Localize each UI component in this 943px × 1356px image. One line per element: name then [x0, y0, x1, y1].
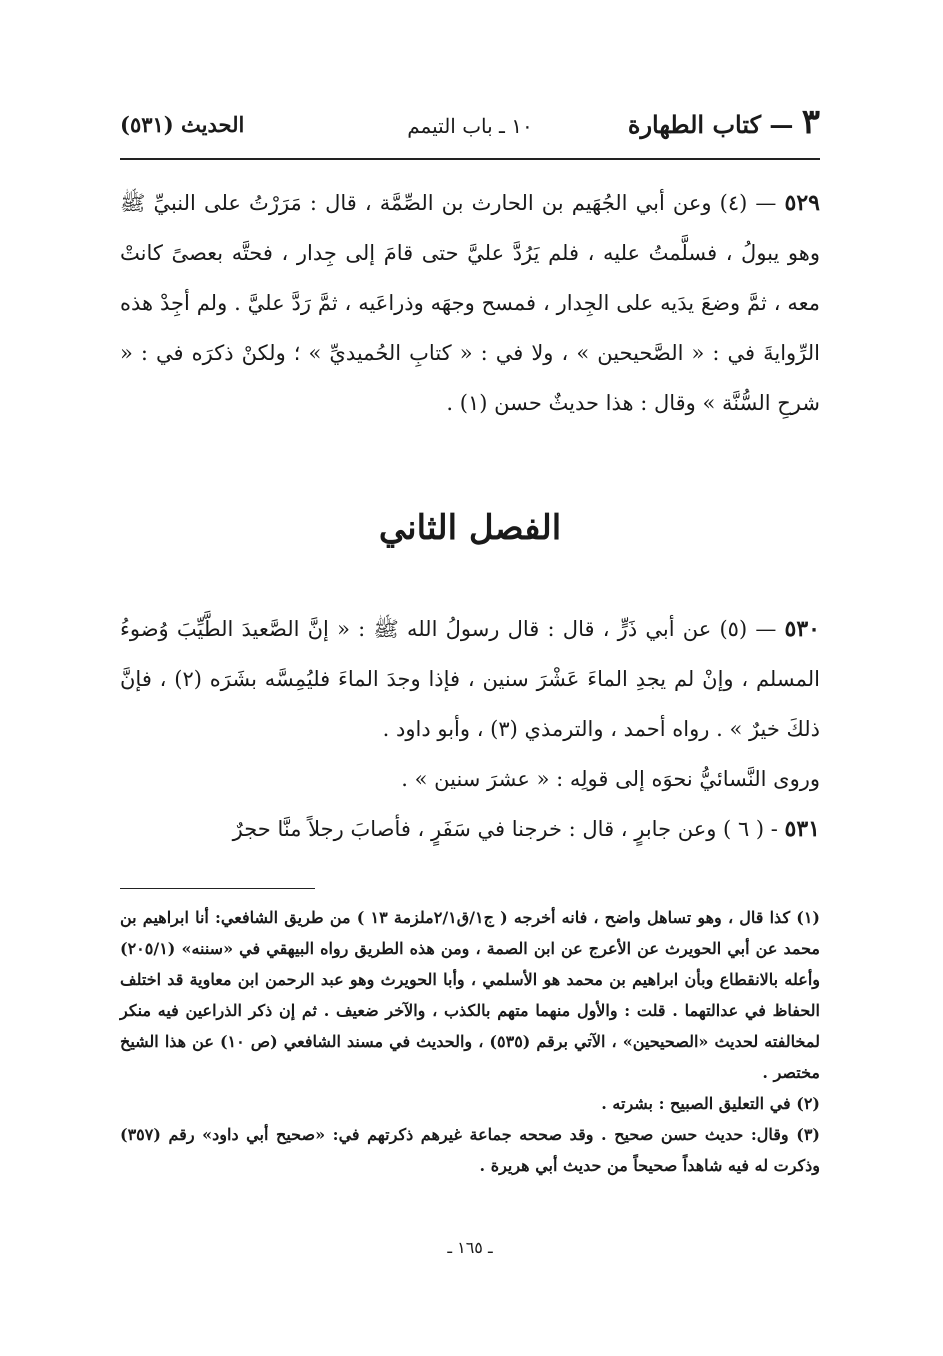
- hadith-number: ٥٢٩: [784, 190, 820, 216]
- hadith-paragraph-530: [120, 604, 820, 754]
- header-rule: [120, 158, 820, 160]
- header-volume-number: ٣: [801, 102, 820, 142]
- running-header: [120, 100, 820, 150]
- page-number: ـ ١٦٥ ـ: [447, 1238, 493, 1257]
- footnote-3: (٣) وقال: حديث حسن صحيح . وقد صححه جماعة غيرهم ذكرتهم في: «صحيح أبي داود» رقم (٣٥٧) وذكرت له فيه شاهداً صحيحاً من حديث أبي هريرة .: [120, 1125, 820, 1175]
- header-hadith-ref: الحديث (٥٣١): [120, 112, 245, 137]
- hadith-number: ٥٣٠: [784, 616, 820, 642]
- section-one: [120, 178, 820, 428]
- footnote-rule: [120, 888, 315, 889]
- footnote-2: (٢) في التعليق الصبيح : بشرته .: [601, 1094, 820, 1113]
- section-title: الفصل الثاني: [378, 508, 562, 548]
- header-chapter: ١٠ ـ باب التيمم: [407, 114, 533, 138]
- hadith-number: ٥٣١: [784, 816, 820, 842]
- footnote-1: (١) كذا قال ، وهو تساهل واضح ، فانه أخرجه ( ج١/ق٢/١ملزمة ١٣ ) من طريق الشافعي: أنا ابراهيم بن محمد عن أبي الحويرث عن الأعرج عن ابن الصمة ، ومن هذه الطريق رواه البيهقي في «سننه» (٢٠٥/١) وأعله بالانقطاع وبأن ابراهيم بن محمد هو الأسلمي ، وأبا الحويرث وهو عبد الرحمن ابن معاوية قد اختلف الحفاظ في عدالتهما . قلت : والأول منهما متهم بالكذب ، والآخر ضعيف . ثم إن ذكر الذراعين فيه منكر لمخالفته لحديث «الصحيحين» ، الآتي برقم (٥٣٥) ، والحديث في مسند الشافعي (ص ١٠) عن هذا الشيخ مختصر .: [120, 908, 821, 1082]
- document-page: [120, 0, 820, 1356]
- footnotes: [120, 902, 820, 1181]
- section-two: [120, 604, 820, 854]
- narration-note: وروى النَّسائيُّ نحوَه إلى قولِه : « عشرَ سنين » .: [401, 767, 820, 791]
- hadith-paragraph-529: [120, 178, 820, 428]
- hadith-text: — (٤) وعن أبي الجُهَيم بن الحارث بن الصِّمَّة ، قال : مَرَرْتُ على النبيِّ ﷺ وهو يبولُ ، فسلَّمتُ عليه ، فلم يَرُدَّ عليَّ حتى قامَ إلى جِدار ، فحتَّه بعصىً كانتْ معه ، ثمَّ وضعَ يدَيه على الجِدار ، فمسح وجهَه وذراعَيه ، ثمَّ رَدَّ عليَّ . ولم أجِدْ هذه الرِّوايةَ في : « الصَّحيحين » ، ولا في : « كتابِ الحُميديِّ » ؛ ولكنْ ذكرَه في : « شرحِ السُّنَّة » وقال : هذا حديثٌ حسن (١) .: [120, 191, 820, 415]
- hadith-text: — (٥) عن أبي ذَرٍّ ، قال : قال رسولُ الله ﷺ : « إنَّ الصَّعيدَ الطَّيِّبَ وُضوءُ المسلم ، وإنْ لم يجدِ الماءَ عَشْرَ سنين ، فإذا وجدَ الماءَ فليُمِسَّه بشَرَه (٢) ، فإنَّ ذلكَ خيرٌ » . رواه أحمد ، والترمذي (٣) ، وأبو داود .: [120, 617, 820, 741]
- hadith-text: - ( ٦ ) وعن جابرٍ ، قال : خرجنا في سَفَرٍ ، فأصابَ رجلاً منَّا حجرٌ: [232, 817, 778, 841]
- header-book-name: — كتاب الطهارة: [627, 110, 794, 139]
- hadith-paragraph-531: [120, 804, 820, 854]
